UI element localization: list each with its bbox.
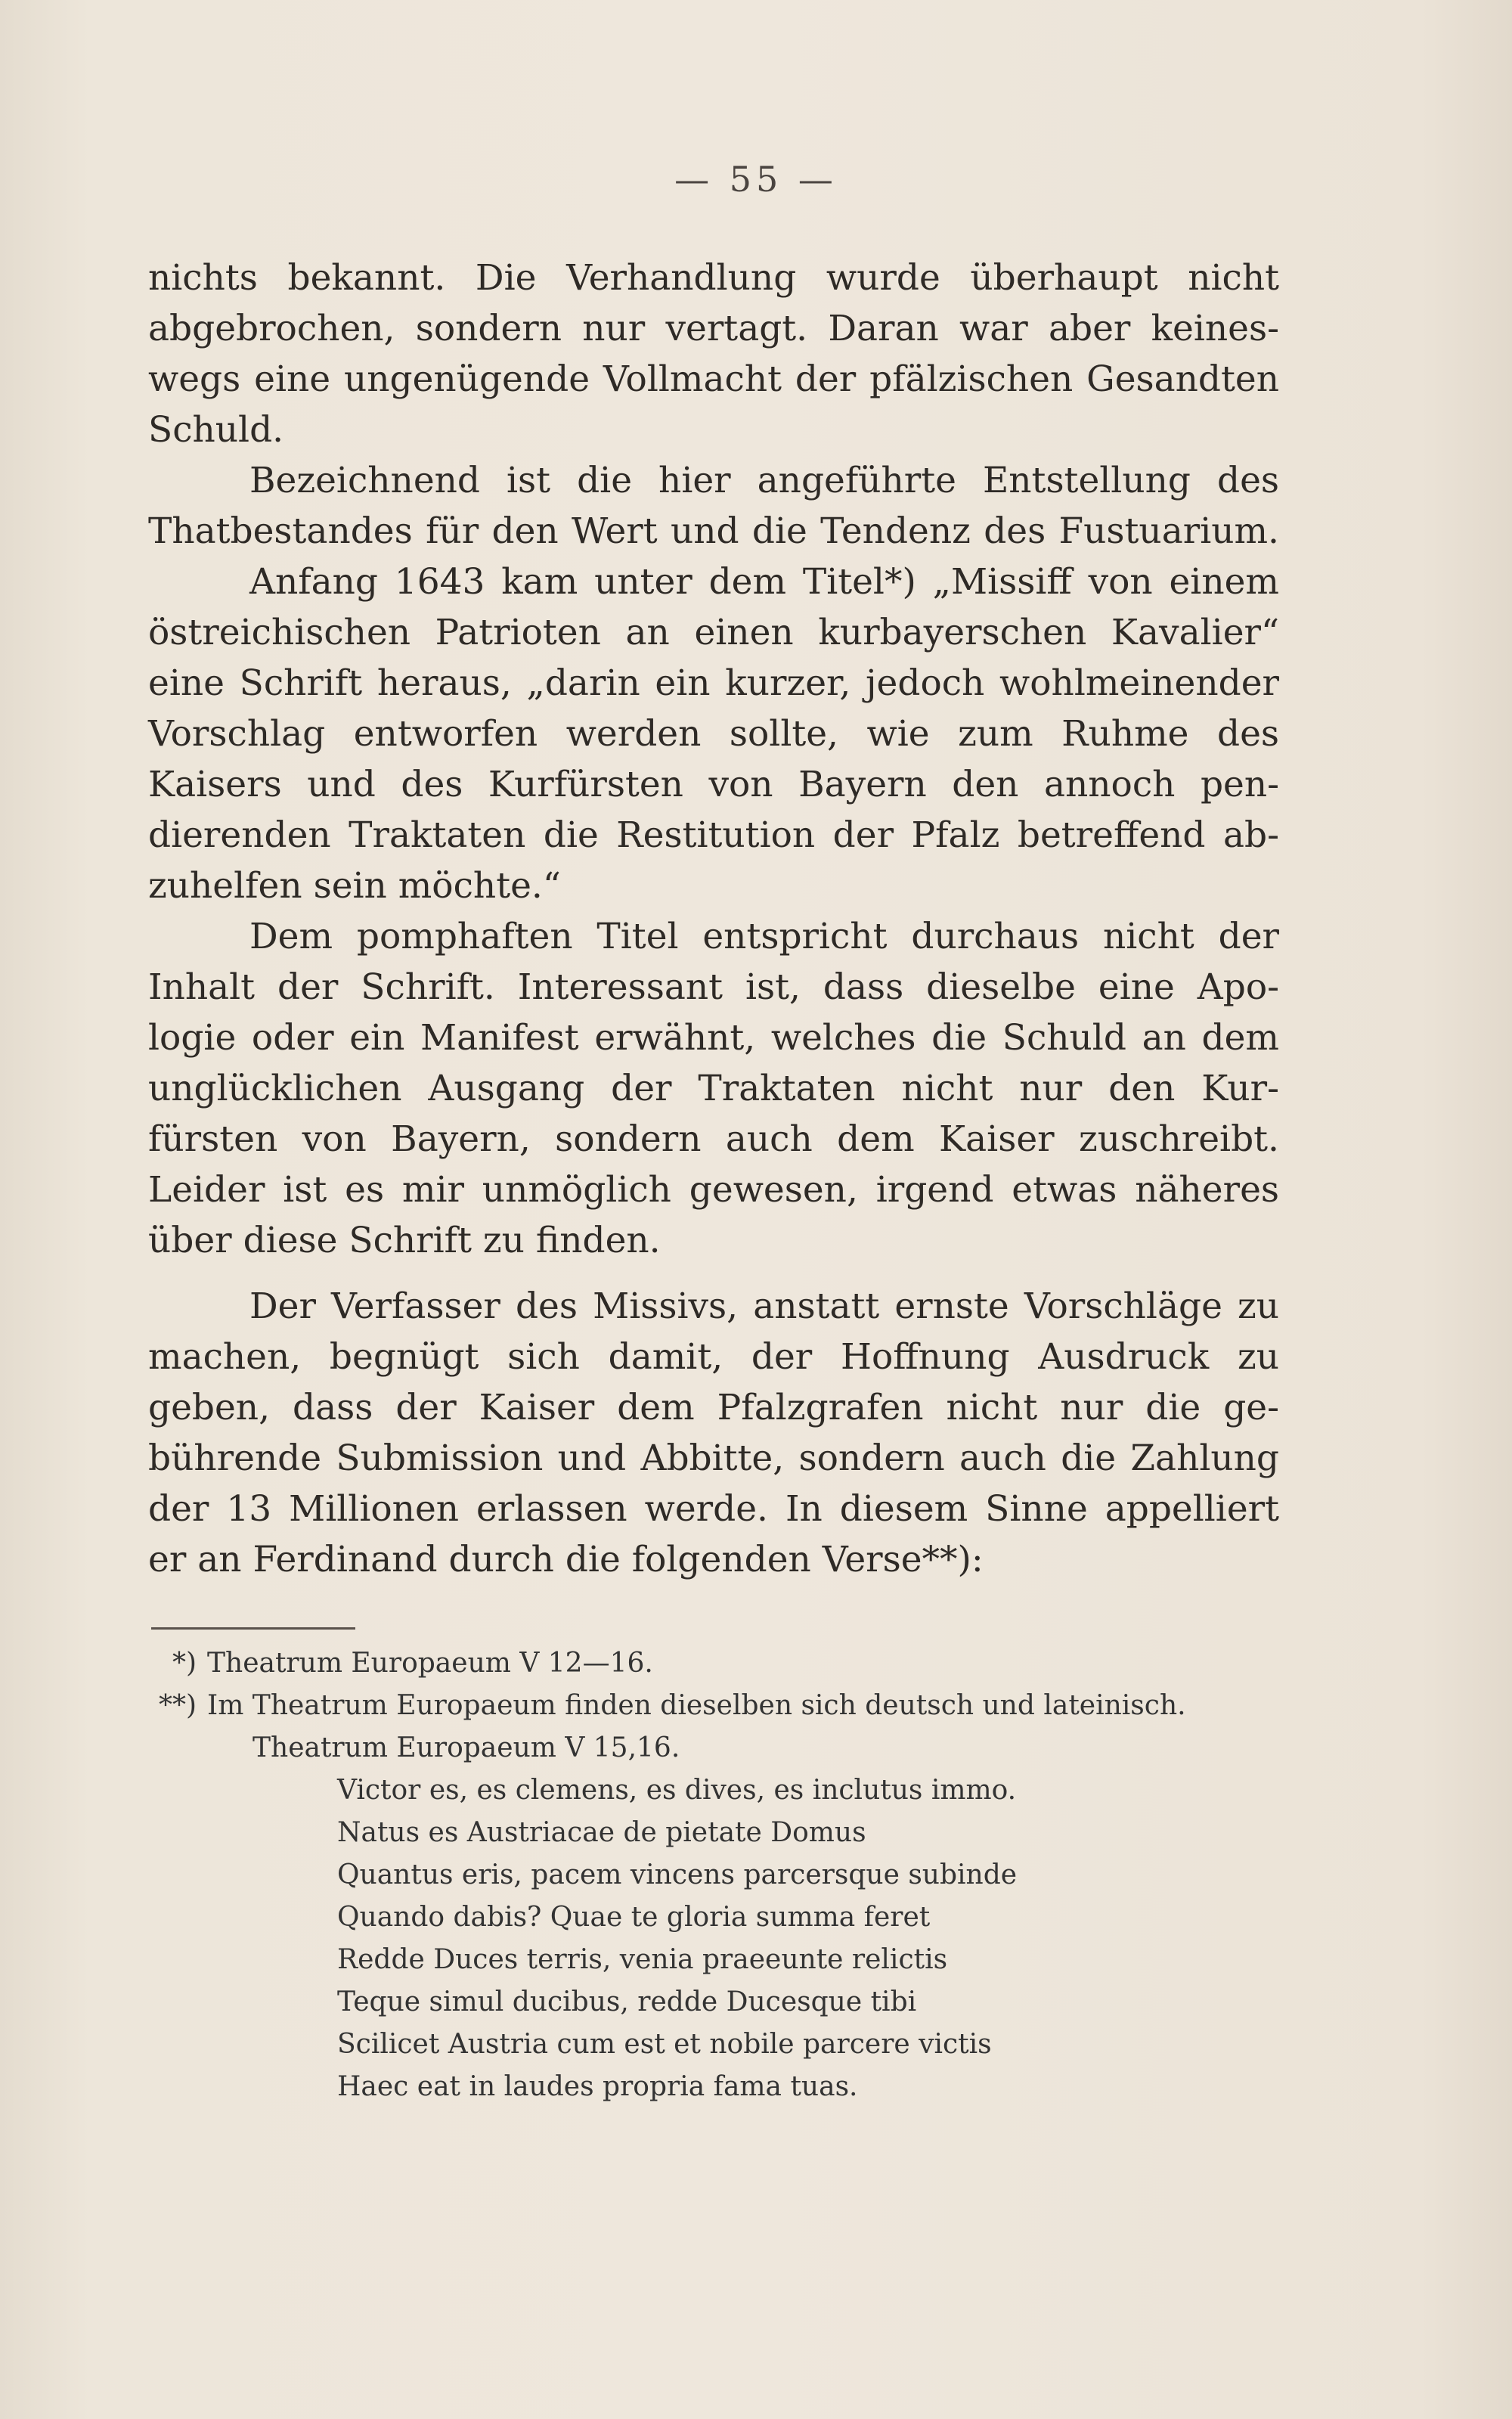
text-line: fürsten von Bayern, sondern auch dem Kaiser zuschreibt. [148,1118,1279,1160]
verse-line: Scilicet Austria cum est et nobile parcere victis [337,2029,992,2060]
page-number: — 55 — [674,159,838,200]
paragraph-start: Anfang 1643 kam unter dem Titel*) „Missiff von einem [249,561,1279,603]
text-line: östreichischen Patrioten an einen kurbayerschen Kavalier“ [148,612,1279,653]
text-line: eine Schrift heraus, „darin ein kurzer, jedoch wohlmeinender [148,662,1279,704]
text-line: logie oder ein Manifest erwähnt, welches die Schuld an dem [148,1017,1279,1059]
text-line: über diese Schrift zu finden. [148,1220,661,1261]
verse-line: Natus es Austriacae de pietate Domus [337,1817,866,1848]
verse-line: Quando dabis? Quae te gloria summa feret [337,1902,931,1933]
text-line: er an Ferdinand durch die folgenden Verse**): [148,1539,984,1580]
text-line: geben, dass der Kaiser dem Pfalzgrafen nicht nur die ge- [148,1387,1279,1428]
paragraph-start: Der Verfasser des Missivs, anstatt ernste Vorschläge zu [249,1285,1279,1327]
footnote-rule [151,1627,355,1630]
text-line: bührende Submission und Abbitte, sondern auch die Zahlung [148,1437,1279,1479]
paragraph-start: Dem pomphaften Titel entspricht durchaus nicht der [249,916,1279,957]
text-line: Kaisers und des Kurfürsten von Bayern den annoch pen- [148,764,1279,805]
footnote-continuation: Theatrum Europaeum V 15,16. [253,1732,680,1763]
verse-line: Quantus eris, pacem vincens parcersque subinde [337,1859,1018,1890]
text-line: Vorschlag entworfen werden sollte, wie zum Ruhme des [148,713,1279,755]
verse-line: Redde Duces terris, venia praeeunte relictis [337,1944,948,1975]
text-line: Thatbestandes für den Wert und die Tendenz des Fustuarium. [148,510,1279,552]
footnote-text: Im Theatrum Europaeum finden dieselben sich deutsch und lateinisch. [207,1690,1186,1721]
footnote-mark: *) [172,1648,197,1679]
text-line: Inhalt der Schrift. Interessant ist, dass dieselbe eine Apo- [148,966,1279,1008]
footnote [150,1647,653,1680]
paragraph-start: Bezeichnend ist die hier angeführte Entstellung des [249,460,1279,501]
text-line: dierenden Traktaten die Restitution der Pfalz betreffend ab- [148,814,1279,856]
text-line: wegs eine ungenügende Vollmacht der pfälzischen Gesandten [148,358,1279,400]
text-line: Schuld. [148,409,284,451]
footnote-text: Theatrum Europaeum V 12—16. [207,1648,653,1679]
footnote-mark: **) [158,1690,197,1721]
footnote [150,1689,1186,1723]
text-line: unglücklichen Ausgang der Traktaten nicht nur den Kur- [148,1068,1279,1109]
verse-line: Teque simul ducibus, redde Ducesque tibi [337,1986,917,2017]
verse-line: Haec eat in laudes propria fama tuas. [337,2071,858,2102]
text-line: abgebrochen, sondern nur vertagt. Daran war aber keines- [148,308,1279,349]
text-line: machen, begnügt sich damit, der Hoffnung Ausdruck zu [148,1336,1279,1378]
text-line: Leider ist es mir unmöglich gewesen, irgend etwas näheres [148,1169,1279,1211]
verse-line: Victor es, es clemens, es dives, es inclutus immo. [337,1775,1017,1806]
text-line: zuhelfen sein möchte.“ [148,865,561,907]
text-line: der 13 Millionen erlassen werde. In diesem Sinne appelliert [148,1488,1279,1530]
text-line: nichts bekannt. Die Verhandlung wurde überhaupt nicht [148,257,1279,299]
